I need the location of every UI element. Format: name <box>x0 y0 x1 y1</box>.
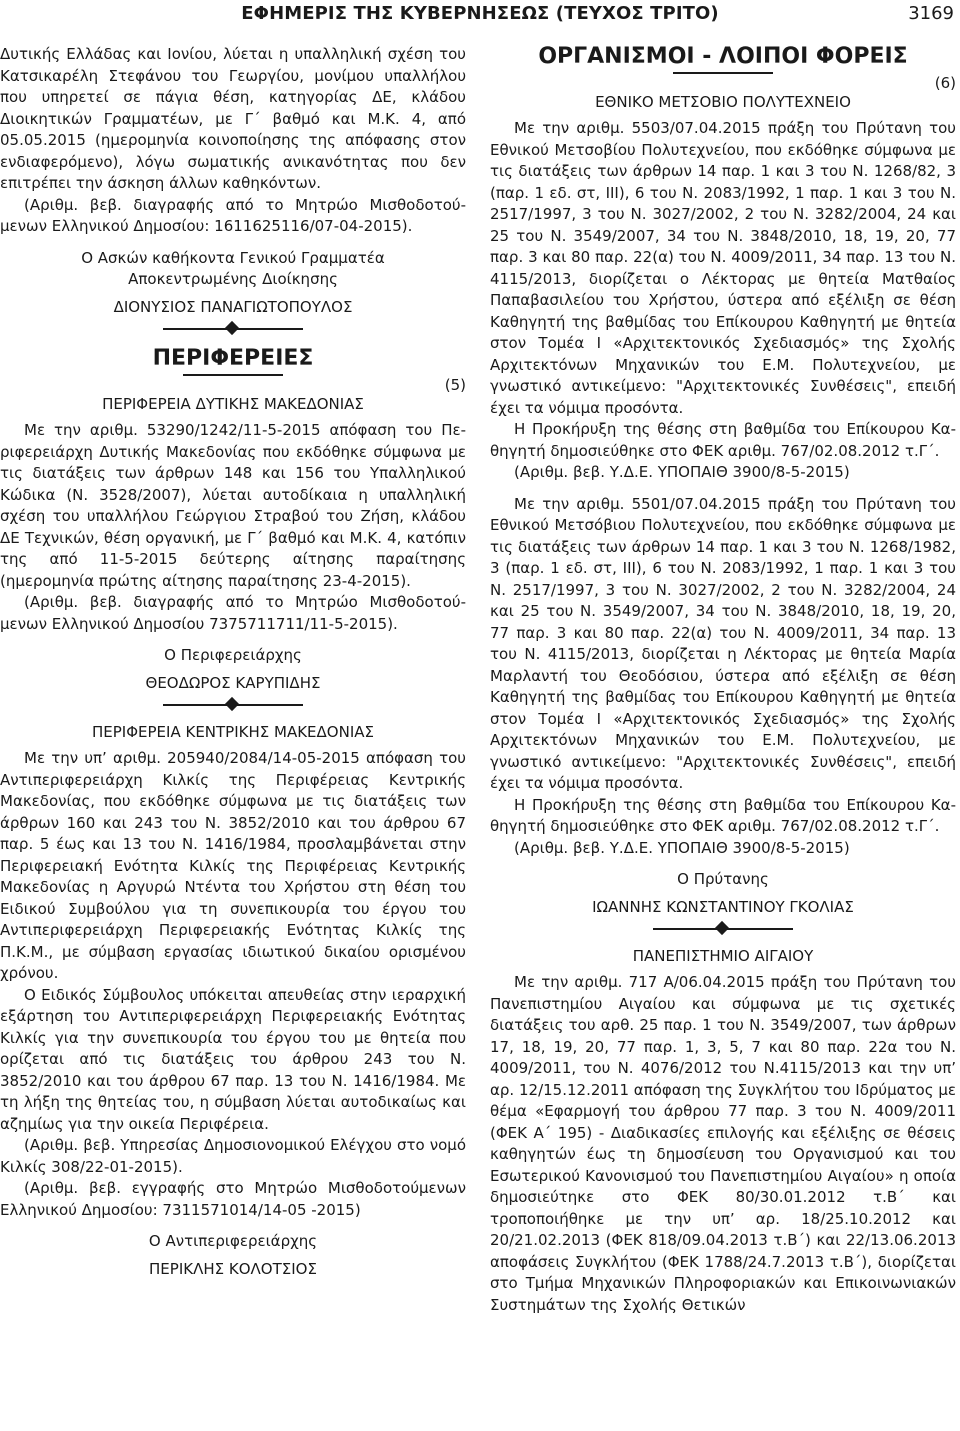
decision-registry: (Αριθμ. βεβ. Υπηρεσίας Δημοσιονομικού Ελέγχου στο νομό Κιλκίς 308/22-01-2015). <box>0 1136 466 1176</box>
section-divider <box>163 322 303 336</box>
decision-paragraph: Ο Ειδικός Σύμβουλος υπόκειται απευθείας στην ιεραρχική εξάρτηση του Αντιπεριφερειάρχη Περιφερειακής Ενότητας Κιλκίς για την συνεπικουρία του έργου του με θητεία που ορίζεται από τις διατάξεις του άρθρου 243 του Ν. 3852/2010 και του άρθρου 67 παρ. 13 του Ν. 1416/1984. Με τη λήξη της θητείας του, η σύμβαση λύεται αυτοδικαίως και αζημίως για την οικεία Περιφέρεια. <box>0 985 466 1133</box>
page-header <box>0 0 960 34</box>
gazette-title: ΕΦΗΜΕΡΙΣ ΤΗΣ ΚΥΒΕΡΝΗΣΕΩΣ (ΤΕΥΧΟΣ ΤΡΙΤΟ) <box>241 3 719 24</box>
signatory-name: ΠΕΡΙΚΛΗΣ ΚΟΛΟΤΣΙΟΣ <box>149 1259 317 1278</box>
act-registry: (Αριθμ. βεβ. Υ.Δ.Ε. ΥΠΟΠΑΙΘ 3900/8-5-2015) <box>514 838 850 857</box>
act-paragraph: Η Προκήρυξη της θέσης στη βαθμίδα του Επίκουρου Καθηγητή δημοσιεύθηκε στο ΦΕΚ αριθμ. 767/02.08.2012 τ.Γ΄. <box>490 795 956 835</box>
act-registry: (Αριθμ. βεβ. Υ.Δ.Ε. ΥΠΟΠΑΙΘ 3900/8-5-2015) <box>514 463 850 481</box>
section-title-regions: ΠΕΡΙΦΕΡΕΙΕΣ <box>152 346 314 371</box>
act-paragraph: Με την αριθμ. 5503/07.04.2015 πράξη του Πρύτανη του Εθνικού Μετσοβίου Πολυτεχνείου, που εκδόθηκε σύμφωνα με τις διατάξεις των άρθρων 14 παρ. 1 και 3 του Ν. 1268/82, 3 (παρ. 1 εδ. στ, ΙΙΙ), 6 του Ν. 2083/1992, 1 παρ. 1 και 3 του Ν. 2517/1997, 3 του Ν. 3027/2002, 2 του Ν. 3282/2004, 24 και 25 του Ν. 3549/2007, 34 του Ν. 3848/2010, 18, 19, 20, 77 παρ. 3 και 80 παρ. 22(α) του Ν. 4009/2011, 34 παρ. 13 του Ν. 4115/2013, διορίζεται ο Λέκτορας με θητεία Ματθαίος Παπαβασιλείου του Χρήστου, ύστερα από εξέλιξη σε θέση Καθηγητή της βαθμίδας του Επίκουρου Καθηγητή με θητεία στον Τομέα Ι «Αρχιτεκτονικός Σχεδιασμός» της Σχολής Αρχιτεκτόνων Μηχανικών του Ε.Μ. Πολυτεχνείου, με γνωστικό αντικείμενο: "Αρχιτεκτονικές Συνθέσεις", επειδή έχει τα νόμιμα προσόντα. <box>490 119 956 417</box>
signatory-role: Ο Περιφερειάρχης <box>164 646 302 664</box>
item-number-5: (5) <box>444 376 466 394</box>
item-number-6: (6) <box>934 74 956 92</box>
section-divider <box>163 698 303 712</box>
decision-paragraph: Με την αριθμ. 53290/1242/11-5-2015 απόφαση του Περιφερειάρχη Δυτικής Μακεδονίας που εκδόθηκε σύμφωνα με τις διατάξεις των άρθρων 148 και 156 του Υπαλληλικού Κώδικα (Ν. 3528/2007), λύεται αυτοδίκαια η υπαλληλική σχέση του υπαλλήλου Γεώργιου Στραβού του Ζήση, κλάδου ΔΕ Τεχνικών, θέση οργανική, με Γ΄ βαθμό και Μ.Κ. 4, κατόπιν της από 11-5-2015 δεύτερης αίτησης παραίτησης (ημερομηνία πρώτης αίτησης παραίτησης 23-4-2015). <box>0 421 466 590</box>
act-paragraph: Με την αριθμ. 717 Α/06.04.2015 πράξη του Πρύτανη του Πανεπιστημίου Αιγαίου και σύμφωνα με τις σχετικές διατάξεις του αρθ. 25 παρ. 1 του Ν. 3549/2007, των άρθρων 17, 18, 19, 20, 77 παρ. 1, 3, 5, 7 και 80 παρ. 22α του Ν. 4009/2011, του Ν. 4076/2012 του Ν.4115/2013 και την υπ’ αρ. 12/15.12.2011 απόφαση της Συγκλήτου του Ιδρύματος με θέμα «Εφαρμογή του άρθρου 77 παρ. 3 του Ν. 4009/2011 (ΦΕΚ Α΄ 195) - Διαδικασίες επιλογής και εξέλιξης σε θέσεις καθηγητών έως τη δημοσίευση του Οργανισμού και του Εσωτερικού Κανονισμού του Πανεπιστημίου Αιγαίου» η οποία δημοσιεύτηκε στο ΦΕΚ 80/30.01.2012 τ.Β΄ και τροποποιήθηκε με την υπ’ αρ. 18/25.10.2012 και 20/21.02.2013 (ΦΕΚ 818/09.04.2013 τ.Β΄) και 22/13.06.2013 αποφάσεις Συγκλήτου (ΦΕΚ 1788/24.7.2013 τ.Β΄), διορίζεται στο Τμήμα Μηχανικών Πληροφοριακών και Επικοινωνιακών Συστημάτων της Σχολής Θετικών <box>490 973 956 1314</box>
organisation-heading: ΕΘΝΙΚΟ ΜΕΤΣΟΒΙΟ ΠΟΛΥΤΕΧΝΕΙΟ <box>595 93 851 111</box>
decision-registry: (Αριθμ. βεβ. εγγραφής στο Μητρώο Μισθοδοτούμενων Ελληνικού Δημοσίου: 7311571014/14-05 -2015) <box>0 1179 466 1219</box>
act-paragraph: Η Προκήρυξη της θέσης στη βαθμίδα του Επίκουρου Καθηγητή δημοσιεύθηκε στο ΦΕΚ αριθμ. 767/02.08.2012 τ.Γ΄. <box>490 420 956 460</box>
signatory-role-1: Ο Ασκών καθήκοντα Γενικού Γραμματέα <box>81 248 385 267</box>
signatory-role: Ο Αντιπεριφερειάρχης <box>148 1232 318 1250</box>
region-heading: ΠΕΡΙΦΕΡΕΙΑ ΔΥΤΙΚΗΣ ΜΑΚΕΔΟΝΙΑΣ <box>102 395 364 413</box>
signatory-name: ΔΙΟΝΥΣΙΟΣ ΠΑΝΑΓΙΩΤΟΠΟΥΛΟΣ <box>113 297 353 316</box>
signatory-name: ΙΩΑΝΝΗΣ ΚΩΝΣΤΑΝΤΙΝΟΥ ΓΚΟΛΙΑΣ <box>592 897 854 916</box>
intro-paragraph: Δυτικής Ελλάδας και Ιονίου, λύεται η υπαλληλική σχέση του Κατσικαρέλη Στεφάνου του Γεωργίου, μονίμου υπαλλήλου που υπηρετεί σε πάγια θέση, κατηγορίας ΔΕ, κλάδου Διοικητικών Γραμματέων, με Γ΄ βαθμό και Μ.Κ. 4, από 05.05.2015 (ημερομηνία κοινοποίησης της απόφασης στον ενδιαφερόμενο), λόγω σωματικής ανικανότητας που δεν επιτρέπει την άσκηση άλλων καθηκόντων. <box>0 45 466 192</box>
signatory-name: ΘΕΟΔΩΡΟΣ ΚΑΡΥΠΙΔΗΣ <box>145 673 321 692</box>
decision-paragraph: Με την υπ’ αριθμ. 205940/2084/14-05-2015 απόφαση του Αντιπεριφερειάρχη Κιλκίς της Περιφέρειας Κεντρικής Μακεδονίας, που εκδόθηκε σύμφωνα με τις διατάξεις των άρθρων 160 και 243 του Ν. 3852/2010 και του άρθρου 67 παρ. 5 έως και 13 του Ν. 1416/1984, προσλαμβάνεται στην Περιφερειακή Ενότητα Κιλκίς της Περιφέρειας Κεντρικής Μακεδονίας η Αργυρώ Ντέντα του Χρήστου στη θέση του Ειδικού Συμβούλου για τη συνεπικουρία του έργου του Αντιπεριφερειάρχη Περιφερειακής Ενότητας Κιλκίς της Π.Κ.Μ., με σύμβαση εργασίας ιδιωτικού δικαίου ορισμένου χρόνου. <box>0 749 466 982</box>
signatory-role: Ο Πρύτανης <box>677 870 769 888</box>
intro-registry: (Αριθμ. βεβ. διαγραφής από το Μητρώο Μισθοδοτούμενων Ελληνικού Δημοσίου: 1611625116/07-04-2015). <box>0 195 466 235</box>
region-heading: ΠΕΡΙΦΕΡΕΙΑ ΚΕΝΤΡΙΚΗΣ ΜΑΚΕΔΟΝΙΑΣ <box>92 723 374 741</box>
section-divider <box>653 922 793 936</box>
organisation-heading: ΠΑΝΕΠΙΣΤΗΜΙΟ ΑΙΓΑΙΟΥ <box>632 947 814 965</box>
page-number: 3169 <box>908 3 954 24</box>
signatory-role-2: Αποκεντρωμένης Διοίκησης <box>128 270 338 288</box>
left-column <box>0 44 466 1280</box>
section-title-organisations: ΟΡΓΑΝΙΣΜΟΙ - ΛΟΙΠΟΙ ΦΟΡΕΙΣ <box>538 44 908 69</box>
decision-registry: (Αριθμ. βεβ. διαγραφής από το Μητρώο Μισθοδοτούμενων Ελληνικού Δημοσίου 7375711711/11-5-2015). <box>0 593 466 633</box>
act-paragraph: Με την αριθμ. 5501/07.04.2015 πράξη του Πρύτανη του Εθνικού Μετσόβιου Πολυτεχνείου, που εκδόθηκε σύμφωνα με τις διατάξεις των άρθρων 14 παρ. 1 και 3 του Ν. 1268/1982, 3 (παρ. 1 εδ. στ, ΙΙΙ), 6 του Ν. 2083/1992, 1 παρ. 1 και 3 του Ν. 2517/1997, 3 του Ν. 3027/2002, 2 του Ν. 3282/2004, 24 και 25 του Ν. 3549/2007, 34 του Ν. 3848/2010, 18, 19, 20, 77 παρ. 3 και 80 παρ. 22(α) του Ν. 4009/2011, 34 παρ. 13 του Ν. 4115/2013, διορίζεται η Λέκτορας με θητεία Μαρία Μαρλαντή του Θεοδόσιου, ύστερα από εξέλιξη σε θέση Καθηγητή της βαθμίδας του Επίκουρου Καθηγητή με θητεία στον Τομέα Ι «Αρχιτεκτονικός Σχεδιασμός» της Σχολής Αρχιτεκτόνων Μηχανικών του Ε.Μ. Πολυτεχνείου, με γνωστικό αντικείμενο: "Αρχιτεκτονικές Συνθέσεις", επειδή έχει τα νόμιμα προσόντα. <box>490 494 956 792</box>
right-column <box>490 44 956 1316</box>
